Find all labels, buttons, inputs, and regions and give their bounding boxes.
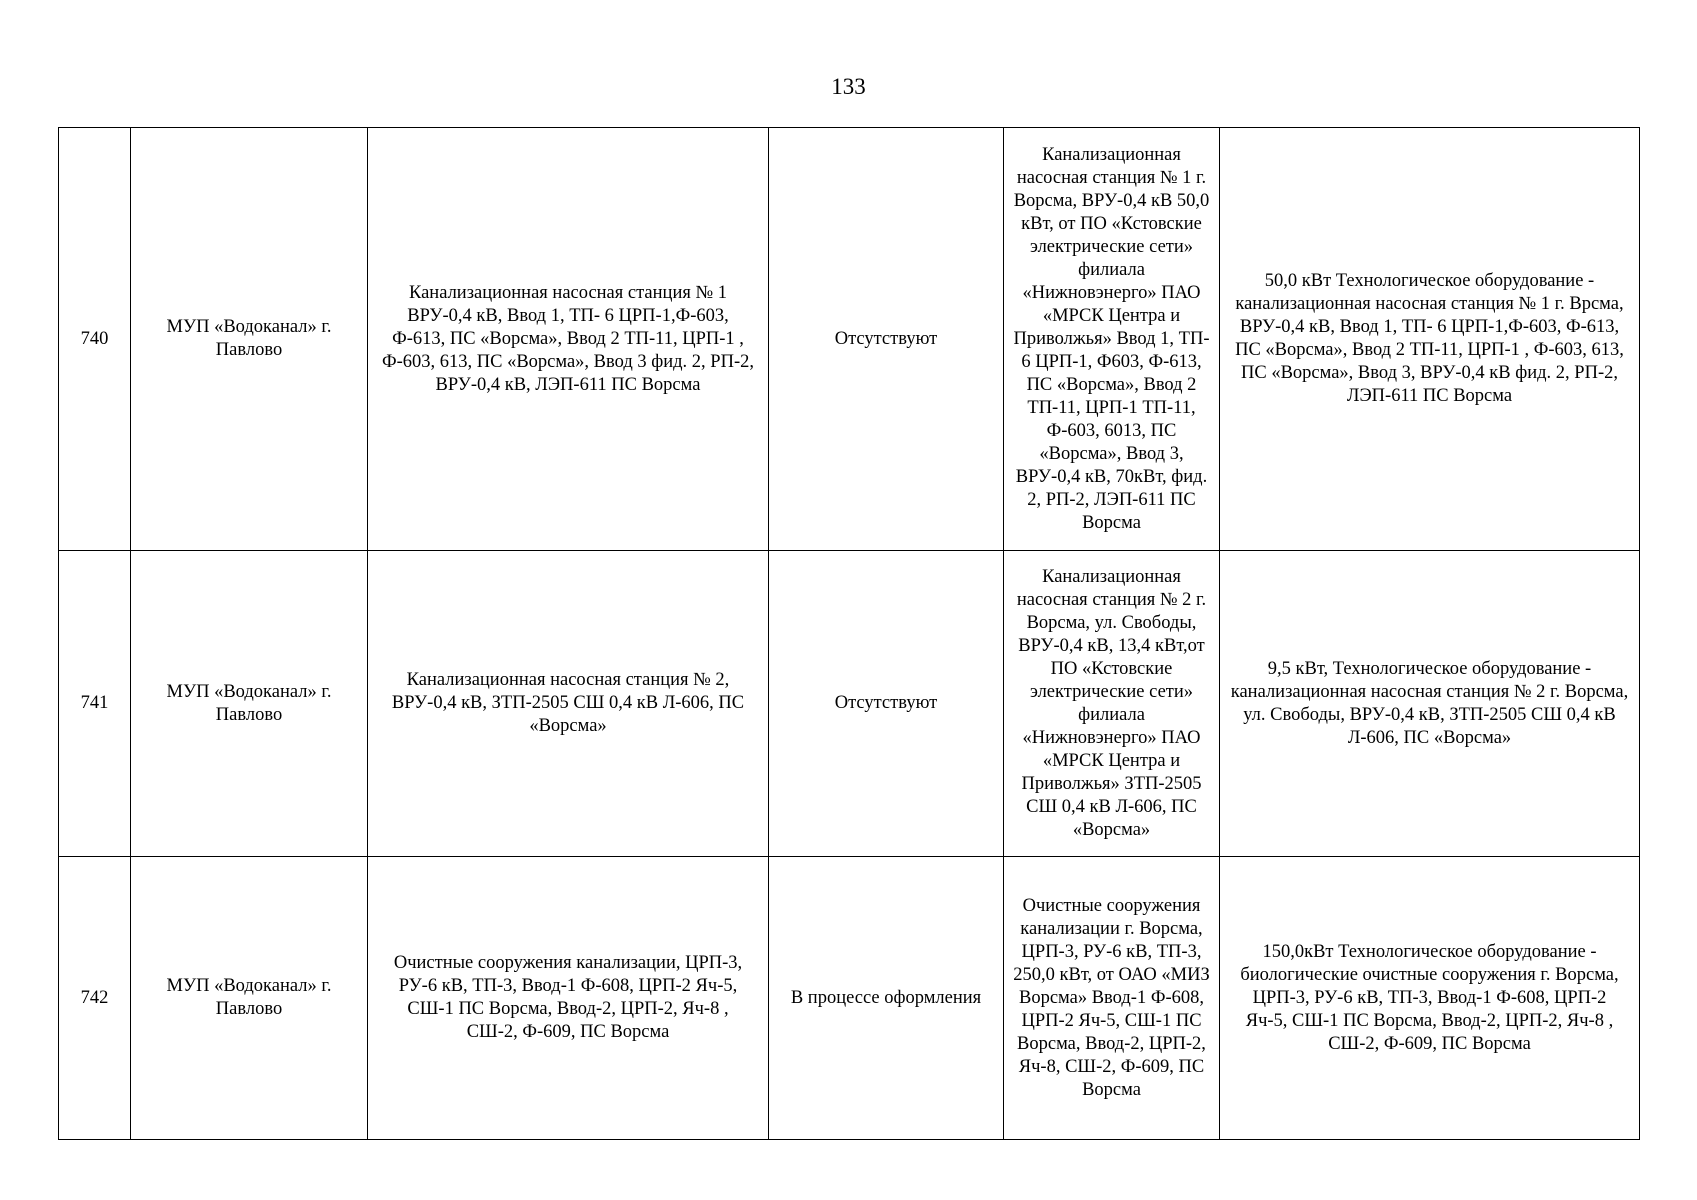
- equipment-cell: 150,0кВт Технологическое оборудование - биологические очистные сооружения г. Ворсма, ЦРП-3, РУ-6 кВ, ТП-3, Ввод-1 Ф-608, ЦРП-2 Яч-5, СШ-1 ПС Ворсма, Ввод-2, ЦРП-2, Яч-8 , СШ-2, Ф-609, ПС Ворсма: [1220, 857, 1640, 1140]
- table-row: [59, 551, 1640, 857]
- power-supply-cell: Очистные сооружения канализации г. Ворсма, ЦРП-3, РУ-6 кВ, ТП-3, 250,0 кВт, от ОАО «МИЗ Ворсма» Ввод-1 Ф-608, ЦРП-2 Яч-5, СШ-1 ПС Ворсма, Ввод-2, ЦРП-2, Яч-8, СШ-2, Ф-609, ПС Ворсма: [1004, 857, 1220, 1140]
- object-description-cell: Очистные сооружения канализации, ЦРП-3, РУ-6 кВ, ТП-3, Ввод-1 Ф-608, ЦРП-2 Яч-5, СШ-1 ПС Ворсма, Ввод-2, ЦРП-2, Яч-8 , СШ-2, Ф-609, ПС Ворсма: [368, 857, 769, 1140]
- status-cell: Отсутствуют: [769, 128, 1004, 551]
- status-cell: Отсутствуют: [769, 551, 1004, 857]
- status-cell: В процессе оформления: [769, 857, 1004, 1140]
- organization-cell: МУП «Водоканал» г. Павлово: [131, 551, 368, 857]
- object-description-cell: Канализационная насосная станция № 2, ВРУ-0,4 кВ, ЗТП-2505 СШ 0,4 кВ Л-606, ПС «Ворсма»: [368, 551, 769, 857]
- power-supply-cell: Канализационная насосная станция № 2 г. Ворсма, ул. Свободы, ВРУ-0,4 кВ, 13,4 кВт,от ПО «Кстовские электрические сети» филиала «Нижновэнерго» ПАО «МРСК Центра и Приволжья» ЗТП-2505 СШ 0,4 кВ Л-606, ПС «Ворсма»: [1004, 551, 1220, 857]
- facilities-table: [58, 127, 1640, 1140]
- equipment-cell: 9,5 кВт, Технологическое оборудование - канализационная насосная станция № 2 г. Ворсма, ул. Свободы, ВРУ-0,4 кВ, ЗТП-2505 СШ 0,4 кВ Л-606, ПС «Ворсма»: [1220, 551, 1640, 857]
- power-supply-cell: Канализационная насосная станция № 1 г. Ворсма, ВРУ-0,4 кВ 50,0 кВт, от ПО «Кстовские электрические сети» филиала «Нижновэнерго» ПАО «МРСК Центра и Приволжья» Ввод 1, ТП- 6 ЦРП-1, Ф603, Ф-613, ПС «Ворсма», Ввод 2 ТП-11, ЦРП-1 ТП-11, Ф-603, 6013, ПС «Ворсма», Ввод 3, ВРУ-0,4 кВ, 70кВт, фид. 2, РП-2, ЛЭП-611 ПС Ворсма: [1004, 128, 1220, 551]
- table-row: [59, 128, 1640, 551]
- row-number-cell: 741: [59, 551, 131, 857]
- object-description-cell: Канализационная насосная станция № 1 ВРУ-0,4 кВ, Ввод 1, ТП- 6 ЦРП-1,Ф-603, Ф-613, ПС «Ворсма», Ввод 2 ТП-11, ЦРП-1 , Ф-603, 613, ПС «Ворсма», Ввод 3 фид. 2, РП-2, ВРУ-0,4 кВ, ЛЭП-611 ПС Ворсма: [368, 128, 769, 551]
- table-row: [59, 857, 1640, 1140]
- organization-cell: МУП «Водоканал» г. Павлово: [131, 128, 368, 551]
- organization-cell: МУП «Водоканал» г. Павлово: [131, 857, 368, 1140]
- equipment-cell: 50,0 кВт Технологическое оборудование - канализационная насосная станция № 1 г. Врсма, ВРУ-0,4 кВ, Ввод 1, ТП- 6 ЦРП-1,Ф-603, Ф-613, ПС «Ворсма», Ввод 2 ТП-11, ЦРП-1 , Ф-603, 613, ПС «Ворсма», Ввод 3, ВРУ-0,4 кВ фид. 2, РП-2, ЛЭП-611 ПС Ворсма: [1220, 128, 1640, 551]
- row-number-cell: 740: [59, 128, 131, 551]
- row-number-cell: 742: [59, 857, 131, 1140]
- page-number: 133: [831, 74, 866, 99]
